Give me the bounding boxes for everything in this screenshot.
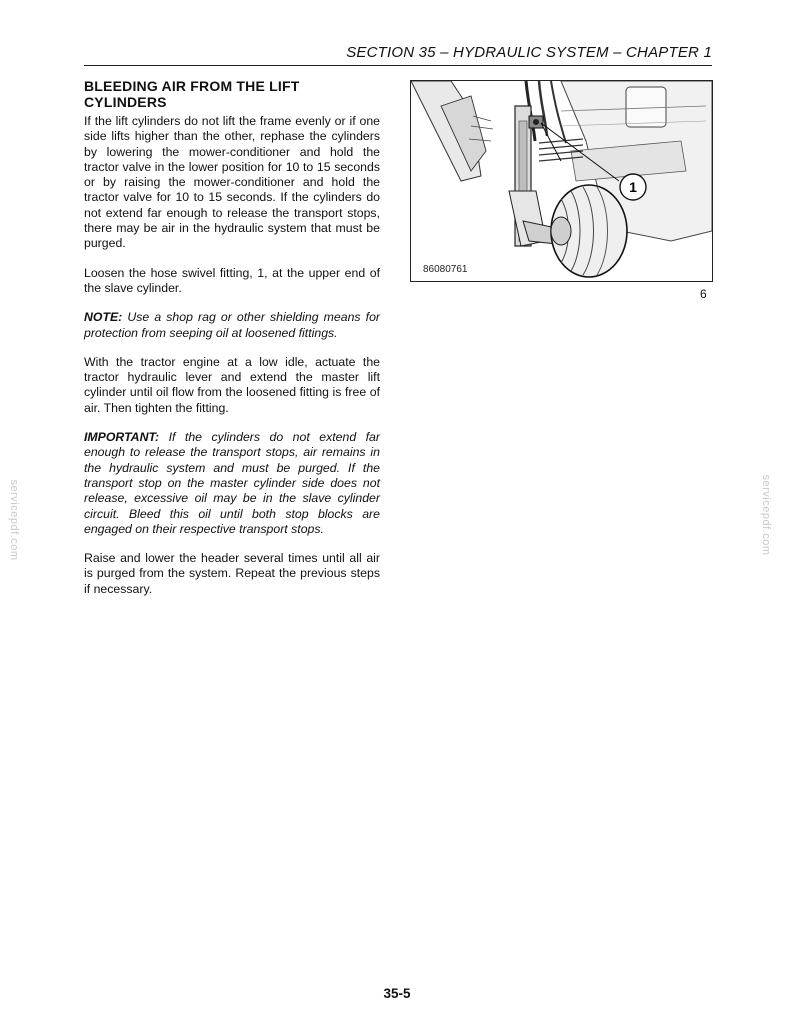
watermark-left: servicepdf.com xyxy=(8,479,20,561)
important-text: If the cylinders do not extend far enough to release the transport stops, air remains in the hydraulic system and must be purged. If the transport stop on the master cylinder side does not release, excessive oil may be in the slave cylinder circuit. Bleed this oil until both stop blocks are engaged on their respective transport stops. xyxy=(84,430,380,536)
note-text: Use a shop rag or other shielding means for protection from seeping oil at loosened fittings. xyxy=(84,310,380,340)
figure-number: 6 xyxy=(700,287,707,301)
page-number: 35-5 xyxy=(383,986,411,1001)
section-header: SECTION 35 – HYDRAULIC SYSTEM – CHAPTER 1 xyxy=(346,44,712,61)
important-label: IMPORTANT: xyxy=(84,430,160,445)
callout-label: 1 xyxy=(629,179,637,195)
note-label: NOTE: xyxy=(84,310,123,325)
paragraph-rephase: If the lift cylinders do not lift the frame evenly or if one side lifts higher than the other, rephase the cylinders by lowering the mower-conditioner and hold the tractor valve in the lower position for 10 to 15 seconds or by raising the mower-conditioner and hold the tractor valve for 10 to 15 seconds. If the cylinders do not extend far enough to release the transport stops, there may be air in the hydraulic system that must be purged. xyxy=(84,114,380,251)
paragraph-actuate-lever: With the tractor engine at a low idle, actuate the tractor hydraulic lever and extend the master lift cylinder until oil flow from the loosened fitting is free of air. Then tighten the fitting. xyxy=(84,354,380,415)
note-paragraph xyxy=(84,310,380,341)
paragraph-raise-lower: Raise and lower the header several times until all air is purged from the system. Repeat the previous steps if necessary. xyxy=(84,551,380,596)
figure-lift-cylinder xyxy=(410,80,713,282)
watermark-right: servicepdf.com xyxy=(760,474,772,556)
figure-id: 86080761 xyxy=(423,264,468,275)
important-paragraph xyxy=(84,430,380,537)
header-divider xyxy=(84,65,712,66)
paragraph-loosen-fitting: Loosen the hose swivel fitting, 1, at the upper end of the slave cylinder. xyxy=(84,265,380,295)
section-heading: BLEEDING AIR FROM THE LIFT CYLINDERS xyxy=(84,78,300,110)
text-column xyxy=(84,78,380,611)
lift-cylinder-illustration xyxy=(411,81,712,281)
